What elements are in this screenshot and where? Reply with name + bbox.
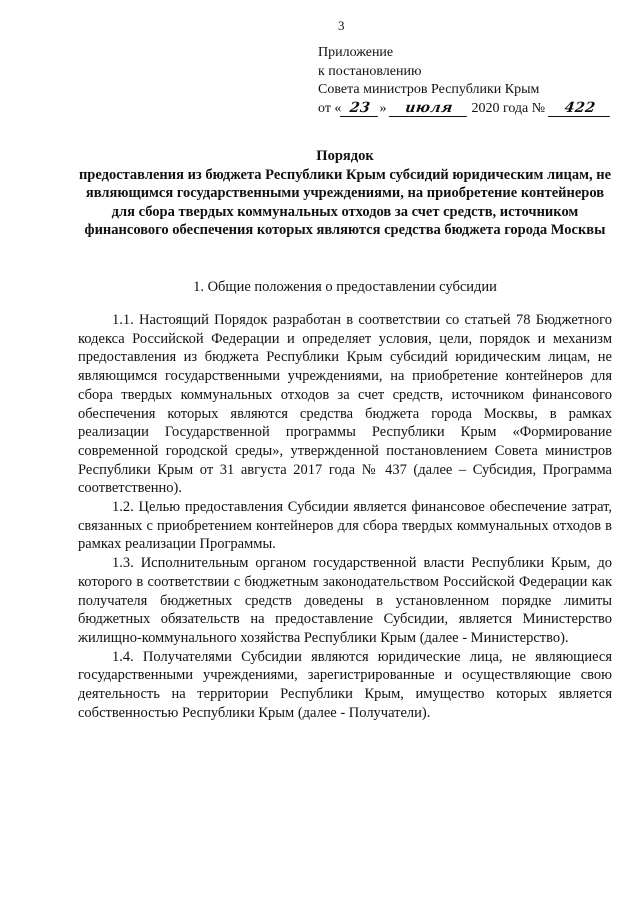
page-number: 3 — [338, 18, 345, 33]
appendix-resolution: к постановлению — [318, 63, 422, 79]
appendix-header — [318, 44, 618, 118]
date-close-quote: » — [379, 100, 387, 116]
paragraph-1-1: 1.1. Настоящий Порядок разработан в соответствии со статьей 78 Бюджетного кодекса Российской Федерации и определяет условия, цели, порядок и механизм предоставления из бюджета Республики Крым субсидий юридическим лицам, не являющимся государственными учреждениями, на приобретение контейнеров для сбора твердых коммунальных отходов за счет средств, источником финансового обеспечения которых являются средства бюджета города Москвы, в рамках реализации Государственной программы Республики Крым «Формирование современной городской среды», утвержденной постановлением Совета министров Республики Крым от 31 августа 2017 года № 437 (далее – Субсидия, Программа соответственно). — [78, 312, 612, 497]
handwritten-month: июля — [389, 100, 469, 117]
date-prefix: от « — [318, 100, 342, 116]
appendix-date-line — [318, 100, 618, 119]
appendix-label: Приложение — [318, 45, 394, 60]
handwritten-day: 23 — [340, 100, 380, 117]
year-text: 2020 года № — [471, 100, 546, 116]
appendix-council: Совета министров Республики Крым — [318, 82, 540, 97]
title-word: Порядок — [316, 148, 374, 164]
body-text — [78, 311, 612, 722]
paragraph-1-2: 1.2. Целью предоставления Субсидии является финансовое обеспечение затрат, связанных с приобретением контейнеров для сбора твердых коммунальных отходов в рамках реализации Программы. — [78, 499, 612, 553]
paragraph-1-3: 1.3. Исполнительным органом государственной власти Республики Крым, до которого в соответствии с бюджетным законодательством Российской Федерации как получателя бюджетных средств доведены в установленном порядке лимиты бюджетных обязательств на предоставление Субсидии, является Министерство жилищно-коммунального хозяйства Республики Крым (далее - Министерство). — [78, 555, 612, 646]
handwritten-number: 422 — [547, 100, 611, 117]
document-title — [78, 147, 612, 240]
paragraph-1-4: 1.4. Получателями Субсидии являются юридические лица, не являющиеся государственными учреждениями, зарегистрированные и осуществляющие свою деятельность на территории Республики Крым, имущество которых является собственностью Республики Крым (далее - Получатели). — [78, 648, 612, 721]
title-description: предоставления из бюджета Республики Крым субсидий юридическим лицам, не являющимся государственными учреждениями, на приобретение контейнеров для сбора твердых коммунальных отходов за счет средств, источником финансового обеспечения которых являются средства бюджета города Москвы — [78, 166, 612, 238]
section-heading: 1. Общие положения о предоставлении субсидии — [193, 279, 497, 295]
